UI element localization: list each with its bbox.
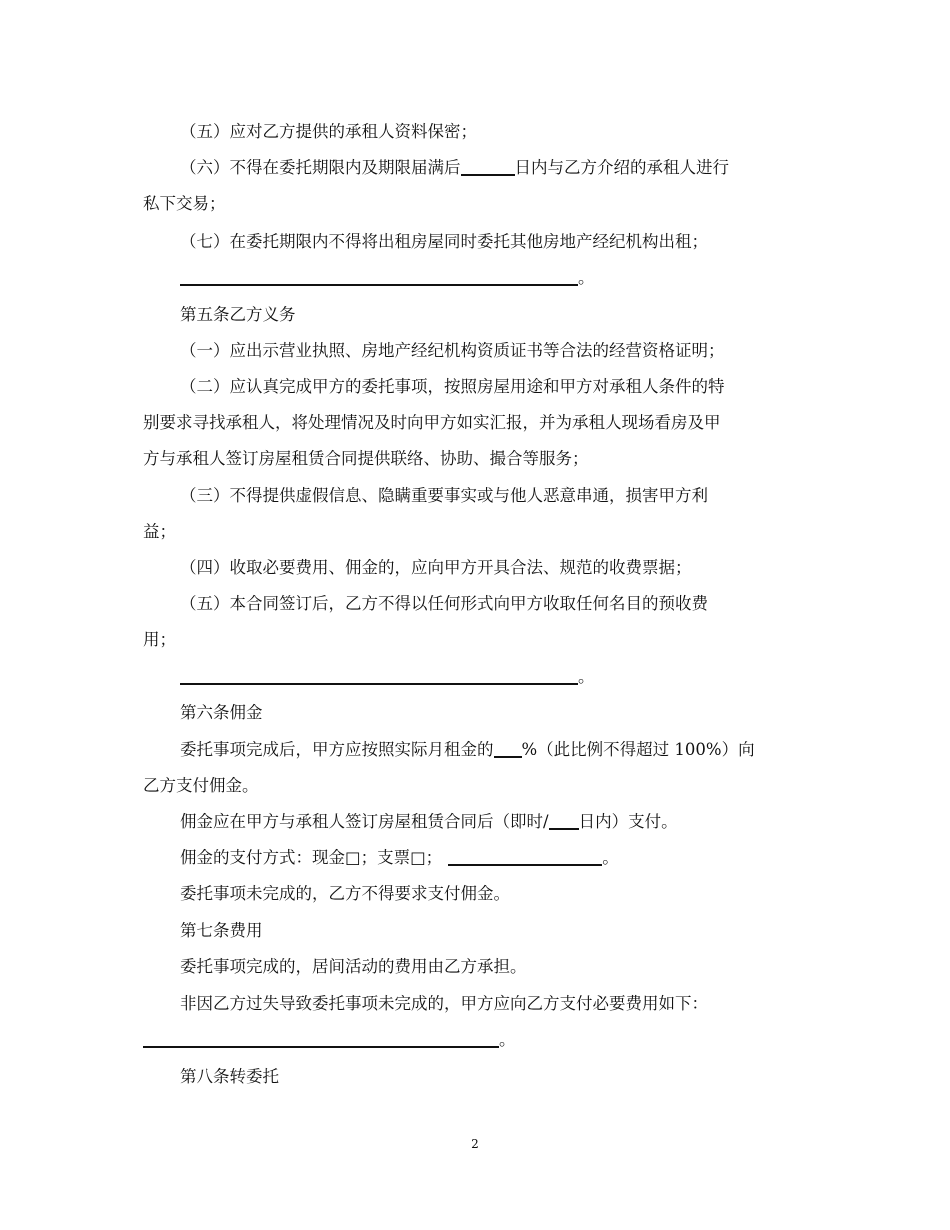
para-text: 佣金应在甲方与承租人签订房屋租赁合同后（即时/ bbox=[180, 812, 549, 831]
clause-4-6-text-cont: 日内与乙方介绍的承租人进行 bbox=[514, 158, 729, 177]
period: 。 bbox=[499, 1030, 516, 1049]
clause-5-2-wrap1: 别要求寻找承租人，将处理情况及时向甲方如实汇报，并为承租人现场看房及甲 bbox=[143, 413, 721, 432]
clause-4-6 bbox=[180, 157, 729, 179]
clause-5-2: （二）应认真完成甲方的委托事项，按照房屋用途和甲方对承租人条件的特 bbox=[180, 377, 725, 396]
para-text: 佣金的支付方式：现金□；支票□； bbox=[180, 848, 443, 867]
clause-5-3-wrap: 益； bbox=[143, 522, 176, 541]
fill-blank-days[interactable] bbox=[549, 812, 579, 830]
clause-4-5: （五）应对乙方提供的承租人资料保密； bbox=[180, 122, 477, 141]
fill-blank[interactable] bbox=[143, 1030, 499, 1048]
article-7-para-1: 委托事项完成的，居间活动的费用由乙方承担。 bbox=[180, 957, 527, 976]
clause-5-3: （三）不得提供虚假信息、隐瞒重要事实或与他人恶意串通，损害甲方利 bbox=[180, 486, 708, 505]
period: 。 bbox=[578, 268, 595, 287]
clause-4-6-wrap: 私下交易； bbox=[143, 194, 226, 213]
fill-blank[interactable] bbox=[180, 268, 578, 286]
page-number: 2 bbox=[471, 1137, 479, 1151]
article-7-heading: 第七条费用 bbox=[180, 921, 263, 940]
clause-5-extra bbox=[180, 666, 595, 688]
fill-blank[interactable] bbox=[180, 667, 578, 685]
period: 。 bbox=[578, 667, 595, 686]
article-7-extra bbox=[143, 1029, 516, 1051]
para-text: 委托事项完成后，甲方应按照实际月租金的 bbox=[180, 740, 494, 759]
article-6-para-1 bbox=[180, 739, 755, 761]
clause-5-1: （一）应出示营业执照、房地产经纪机构资质证书等合法的经营资格证明； bbox=[180, 341, 725, 360]
period: 。 bbox=[602, 848, 619, 867]
fill-blank-payment[interactable] bbox=[448, 848, 602, 866]
article-8-heading: 第八条转委托 bbox=[180, 1067, 279, 1086]
clause-4-6-text: （六）不得在委托期限内及期限届满后 bbox=[180, 158, 461, 177]
fill-blank[interactable] bbox=[461, 158, 515, 176]
article-6-heading: 第六条佣金 bbox=[180, 703, 263, 722]
clause-5-2-wrap2: 方与承租人签订房屋租赁合同提供联络、协助、撮合等服务； bbox=[143, 449, 589, 468]
fill-blank-percent[interactable] bbox=[494, 740, 522, 758]
para-text-cont: 日内）支付。 bbox=[578, 812, 678, 831]
article-6-para-3 bbox=[180, 847, 619, 869]
clause-4-extra bbox=[180, 267, 595, 289]
article-7-para-2: 非因乙方过失导致委托事项未完成的，甲方应向乙方支付必要费用如下： bbox=[180, 994, 708, 1013]
para-text-cont: %（此比例不得超过 100%）向 bbox=[521, 740, 755, 759]
article-5-heading: 第五条乙方义务 bbox=[180, 305, 296, 324]
article-6-para-2 bbox=[180, 811, 678, 833]
clause-5-4: （四）收取必要费用、佣金的，应向甲方开具合法、规范的收费票据； bbox=[180, 558, 692, 577]
article-6-para-1-wrap: 乙方支付佣金。 bbox=[143, 776, 259, 795]
clause-5-5-wrap: 用； bbox=[143, 630, 176, 649]
article-6-para-4: 委托事项未完成的，乙方不得要求支付佣金。 bbox=[180, 884, 510, 903]
clause-5-5: （五）本合同签订后，乙方不得以任何形式向甲方收取任何名目的预收费 bbox=[180, 594, 708, 613]
clause-4-7: （七）在委托期限内不得将出租房屋同时委托其他房地产经纪机构出租； bbox=[180, 232, 708, 251]
